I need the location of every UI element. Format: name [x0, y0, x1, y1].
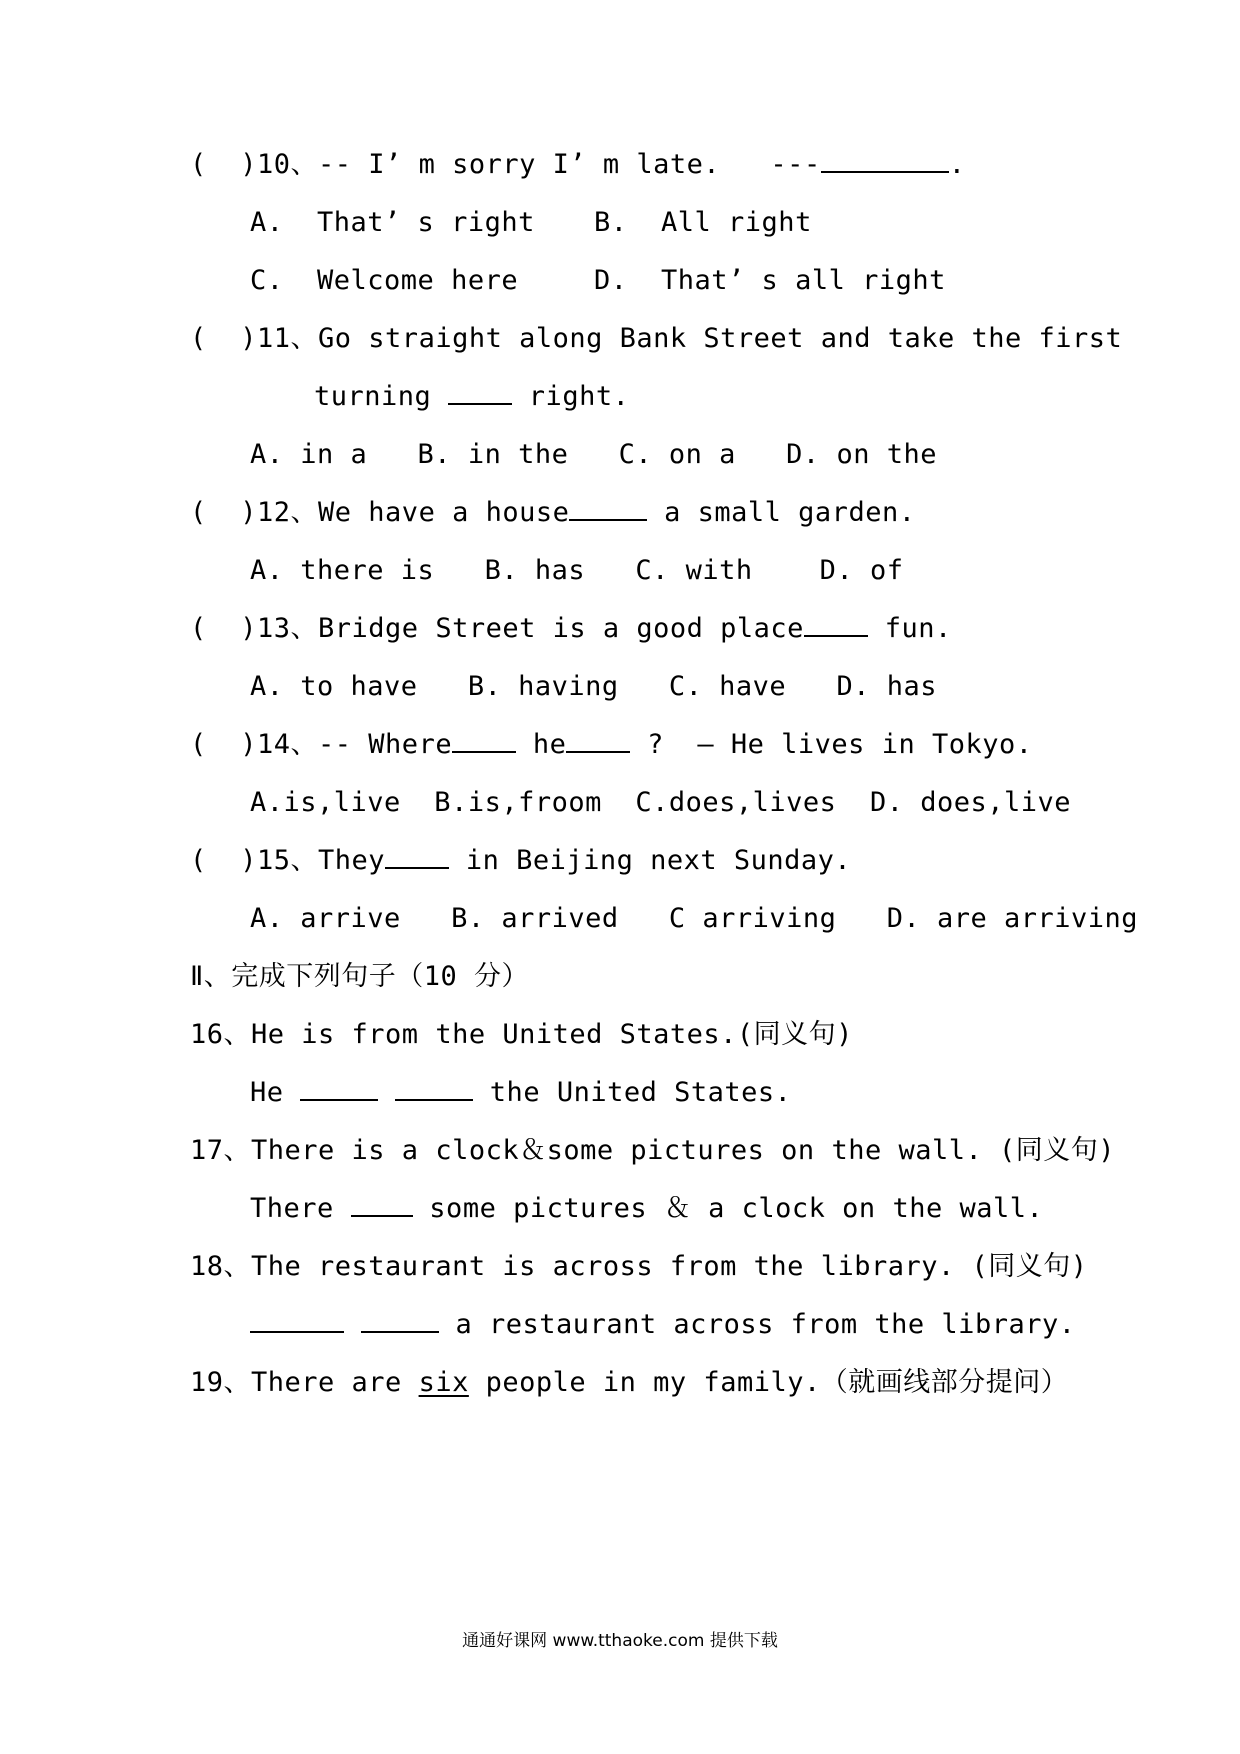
question-19-stem: 19、There are six people in my family.（就画线部分提问） [190, 1367, 1069, 1398]
question-10-option-a: A. That’ s right [250, 207, 535, 238]
answer-blank[interactable] [569, 497, 647, 521]
answer-blank[interactable] [300, 1077, 378, 1101]
underlined-word: six [418, 1367, 469, 1398]
answer-blank[interactable] [351, 1193, 413, 1217]
question-11-continuation: turning right. [314, 381, 630, 412]
question-13-stem: ( )13、Bridge Street is a good place fun. [190, 613, 952, 644]
question-11-stem: ( )11、Go straight along Bank Street and take the first [190, 323, 1123, 354]
question-10-stem: ( )10、-- I’ m sorry I’ m late. --- . [190, 149, 966, 180]
answer-blank[interactable] [361, 1309, 439, 1333]
section-2-heading: Ⅱ、完成下列句子（10 分） [190, 961, 530, 992]
question-17-answer-line: There some pictures ＆ a clock on the wall. [250, 1193, 1044, 1224]
question-11-options: A. in a B. in the C. on a D. on the [250, 439, 937, 470]
question-10-option-c: C. Welcome here [250, 265, 519, 296]
question-16-stem: 16、He is from the United States.(同义句) [190, 1019, 853, 1050]
question-13-options: A. to have B. having C. have D. has [250, 671, 937, 702]
answer-blank[interactable] [804, 613, 868, 637]
answer-blank[interactable] [250, 1309, 344, 1333]
page-footer: 通通好课网 www.tthaoke.com 提供下载 [462, 1631, 778, 1651]
question-10-option-b: B. All right [594, 207, 812, 238]
question-18-stem: 18、The restaurant is across from the library. (同义句) [190, 1251, 1088, 1282]
answer-blank[interactable] [452, 729, 516, 753]
question-15-stem: ( )15、They in Beijing next Sunday. [190, 845, 852, 876]
answer-blank[interactable] [395, 1077, 473, 1101]
answer-blank[interactable] [821, 149, 949, 173]
question-18-answer-line: a restaurant across from the library. [250, 1308, 1075, 1342]
question-12-options: A. there is B. has C. with D. of [250, 555, 904, 586]
question-14-options: A.is,live B.is,froom C.does,lives D. does,live [250, 787, 1072, 818]
question-17-stem: 17、There is a clock＆some pictures on the wall. (同义句) [190, 1135, 1116, 1166]
question-16-answer-line: He the United States. [250, 1077, 792, 1108]
answer-blank[interactable] [448, 381, 512, 405]
question-15-options: A. arrive B. arrived C arriving D. are arriving [250, 903, 1139, 934]
question-10-option-d: D. That’ s all right [594, 265, 946, 296]
answer-blank[interactable] [566, 729, 630, 753]
question-14-stem: ( )14、-- Where he ? – He lives in Tokyo. [190, 729, 1033, 760]
question-12-stem: ( )12、We have a house a small garden. [190, 497, 916, 528]
answer-blank[interactable] [385, 845, 449, 869]
